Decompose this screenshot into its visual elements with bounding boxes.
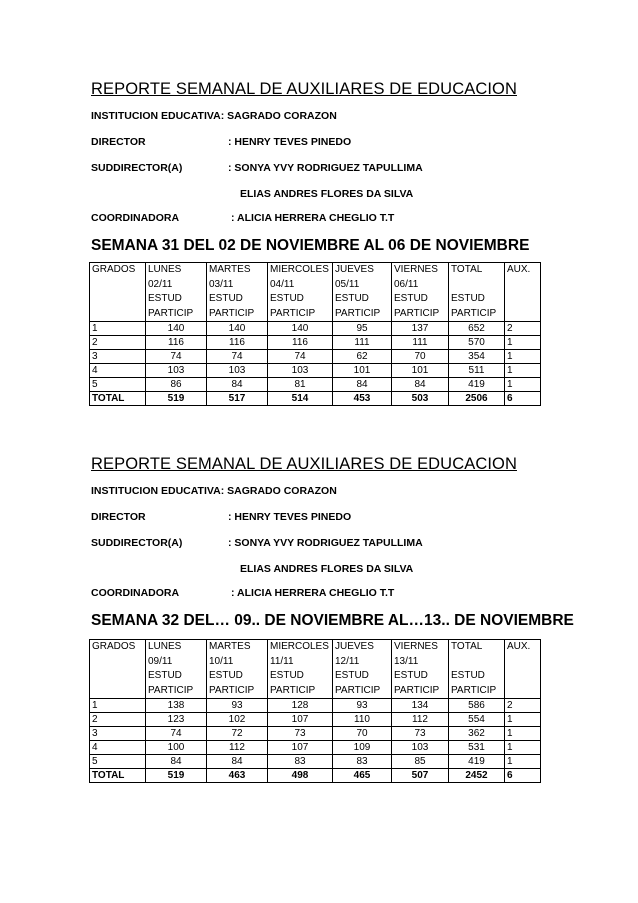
grado-cell: 3 (90, 350, 146, 364)
total-value-cell: 507 (392, 769, 449, 783)
value-cell: 101 (392, 364, 449, 378)
value-cell: 140 (268, 322, 333, 336)
grado-cell: 4 (90, 364, 146, 378)
grado-cell: 5 (90, 755, 146, 769)
value-cell: 86 (146, 378, 207, 392)
table-row (90, 741, 541, 755)
header-day: MIERCOLES 04/11 ESTUD PARTICIP (268, 263, 333, 322)
table-header-row (90, 263, 541, 322)
director-value: : HENRY TEVES PINEDO (228, 511, 352, 523)
table-row (90, 364, 541, 378)
value-cell: 112 (392, 713, 449, 727)
attendance-table (89, 639, 541, 783)
total-value-cell: 517 (207, 392, 268, 406)
value-cell: 110 (333, 713, 392, 727)
value-cell: 101 (333, 364, 392, 378)
attendance-table (89, 262, 541, 406)
table-row (90, 713, 541, 727)
total-cell: 362 (449, 727, 505, 741)
grado-cell: 3 (90, 727, 146, 741)
grand-total-cell: 2452 (449, 769, 505, 783)
total-value-cell: 498 (268, 769, 333, 783)
value-cell: 81 (268, 378, 333, 392)
value-cell: 72 (207, 727, 268, 741)
value-cell: 84 (207, 378, 268, 392)
value-cell: 103 (268, 364, 333, 378)
value-cell: 84 (392, 378, 449, 392)
grand-total-cell: 2506 (449, 392, 505, 406)
value-cell: 100 (146, 741, 207, 755)
total-cell: 419 (449, 755, 505, 769)
table-row (90, 378, 541, 392)
aux-total-cell: 6 (505, 392, 541, 406)
value-cell: 84 (333, 378, 392, 392)
value-cell: 103 (146, 364, 207, 378)
subdirector-label: SUDDIRECTOR(A) (91, 162, 183, 174)
table-row (90, 727, 541, 741)
header-day: MARTES 10/11 ESTUD PARTICIP (207, 640, 268, 699)
value-cell: 74 (207, 350, 268, 364)
value-cell: 112 (207, 741, 268, 755)
value-cell: 107 (268, 741, 333, 755)
value-cell: 85 (392, 755, 449, 769)
value-cell: 111 (333, 336, 392, 350)
table-row (90, 755, 541, 769)
value-cell: 74 (268, 350, 333, 364)
value-cell: 134 (392, 699, 449, 713)
header-day: LUNES 09/11 ESTUD PARTICIP (146, 640, 207, 699)
subdirector-label: SUDDIRECTOR(A) (91, 537, 183, 549)
coordinadora-value: : ALICIA HERRERA CHEGLIO T.T (231, 587, 395, 599)
value-cell: 83 (268, 755, 333, 769)
total-value-cell: 514 (268, 392, 333, 406)
total-cell: 531 (449, 741, 505, 755)
coordinadora-label: COORDINADORA (91, 212, 180, 224)
aux-cell: 1 (505, 755, 541, 769)
value-cell: 138 (146, 699, 207, 713)
header-total: TOTAL ESTUD PARTICIP (449, 640, 505, 699)
total-cell: 586 (449, 699, 505, 713)
value-cell: 116 (268, 336, 333, 350)
header-day: MARTES 03/11 ESTUD PARTICIP (207, 263, 268, 322)
value-cell: 102 (207, 713, 268, 727)
value-cell: 84 (207, 755, 268, 769)
total-cell: 570 (449, 336, 505, 350)
value-cell: 103 (207, 364, 268, 378)
header-grados: GRADOS (90, 263, 146, 322)
grado-cell: 2 (90, 336, 146, 350)
total-value-cell: 519 (146, 392, 207, 406)
header-day: JUEVES 12/11 ESTUD PARTICIP (333, 640, 392, 699)
grado-cell: 1 (90, 322, 146, 336)
total-value-cell: 453 (333, 392, 392, 406)
total-cell: 511 (449, 364, 505, 378)
value-cell: 116 (207, 336, 268, 350)
subdirector-value: : SONYA YVY RODRIGUEZ TAPULLIMA (228, 537, 423, 549)
director-label: DIRECTOR (91, 136, 146, 148)
coordinadora-value: : ALICIA HERRERA CHEGLIO T.T (231, 212, 395, 224)
table-row (90, 336, 541, 350)
totals-label: TOTAL (90, 392, 146, 406)
institucion-line: INSTITUCION EDUCATIVA: SAGRADO CORAZON (91, 110, 337, 122)
table-header-row (90, 640, 541, 699)
value-cell: 93 (207, 699, 268, 713)
total-value-cell: 503 (392, 392, 449, 406)
value-cell: 140 (207, 322, 268, 336)
total-value-cell: 519 (146, 769, 207, 783)
value-cell: 70 (392, 350, 449, 364)
report-title: REPORTE SEMANAL DE AUXILIARES DE EDUCACION (91, 80, 517, 98)
aux-cell: 2 (505, 322, 541, 336)
totals-label: TOTAL (90, 769, 146, 783)
header-total: TOTAL ESTUD PARTICIP (449, 263, 505, 322)
total-cell: 354 (449, 350, 505, 364)
subdirector-value-2: ELIAS ANDRES FLORES DA SILVA (240, 188, 414, 200)
grado-cell: 4 (90, 741, 146, 755)
header-day: LUNES 02/11 ESTUD PARTICIP (146, 263, 207, 322)
header-aux: AUX. (505, 263, 541, 322)
subdirector-value-2: ELIAS ANDRES FLORES DA SILVA (240, 563, 414, 575)
header-grados: GRADOS (90, 640, 146, 699)
table-row (90, 699, 541, 713)
value-cell: 116 (146, 336, 207, 350)
value-cell: 83 (333, 755, 392, 769)
grado-cell: 5 (90, 378, 146, 392)
grado-cell: 2 (90, 713, 146, 727)
header-day: JUEVES 05/11 ESTUD PARTICIP (333, 263, 392, 322)
total-value-cell: 463 (207, 769, 268, 783)
aux-cell: 1 (505, 350, 541, 364)
value-cell: 140 (146, 322, 207, 336)
value-cell: 84 (146, 755, 207, 769)
totals-row (90, 769, 541, 783)
grado-cell: 1 (90, 699, 146, 713)
value-cell: 95 (333, 322, 392, 336)
value-cell: 109 (333, 741, 392, 755)
header-day: MIERCOLES 11/11 ESTUD PARTICIP (268, 640, 333, 699)
total-value-cell: 465 (333, 769, 392, 783)
value-cell: 93 (333, 699, 392, 713)
aux-cell: 1 (505, 741, 541, 755)
value-cell: 73 (392, 727, 449, 741)
value-cell: 107 (268, 713, 333, 727)
header-aux: AUX. (505, 640, 541, 699)
header-day: VIERNES 13/11 ESTUD PARTICIP (392, 640, 449, 699)
total-cell: 419 (449, 378, 505, 392)
report-title: REPORTE SEMANAL DE AUXILIARES DE EDUCACION (91, 455, 517, 473)
total-cell: 652 (449, 322, 505, 336)
totals-row (90, 392, 541, 406)
table-row (90, 322, 541, 336)
aux-cell: 1 (505, 727, 541, 741)
aux-cell: 1 (505, 378, 541, 392)
institucion-line: INSTITUCION EDUCATIVA: SAGRADO CORAZON (91, 485, 337, 497)
value-cell: 111 (392, 336, 449, 350)
subdirector-value: : SONYA YVY RODRIGUEZ TAPULLIMA (228, 162, 423, 174)
aux-cell: 1 (505, 364, 541, 378)
week-heading: SEMANA 32 DEL… 09.. DE NOVIEMBRE AL…13.. DE NOVIEMBRE (91, 612, 574, 629)
aux-cell: 2 (505, 699, 541, 713)
total-cell: 554 (449, 713, 505, 727)
coordinadora-label: COORDINADORA (91, 587, 180, 599)
value-cell: 73 (268, 727, 333, 741)
director-value: : HENRY TEVES PINEDO (228, 136, 352, 148)
value-cell: 62 (333, 350, 392, 364)
value-cell: 74 (146, 727, 207, 741)
value-cell: 128 (268, 699, 333, 713)
table-row (90, 350, 541, 364)
value-cell: 137 (392, 322, 449, 336)
aux-cell: 1 (505, 713, 541, 727)
value-cell: 103 (392, 741, 449, 755)
value-cell: 123 (146, 713, 207, 727)
value-cell: 70 (333, 727, 392, 741)
director-label: DIRECTOR (91, 511, 146, 523)
value-cell: 74 (146, 350, 207, 364)
aux-cell: 1 (505, 336, 541, 350)
aux-total-cell: 6 (505, 769, 541, 783)
header-day: VIERNES 06/11 ESTUD PARTICIP (392, 263, 449, 322)
week-heading: SEMANA 31 DEL 02 DE NOVIEMBRE AL 06 DE NOVIEMBRE (91, 237, 530, 254)
